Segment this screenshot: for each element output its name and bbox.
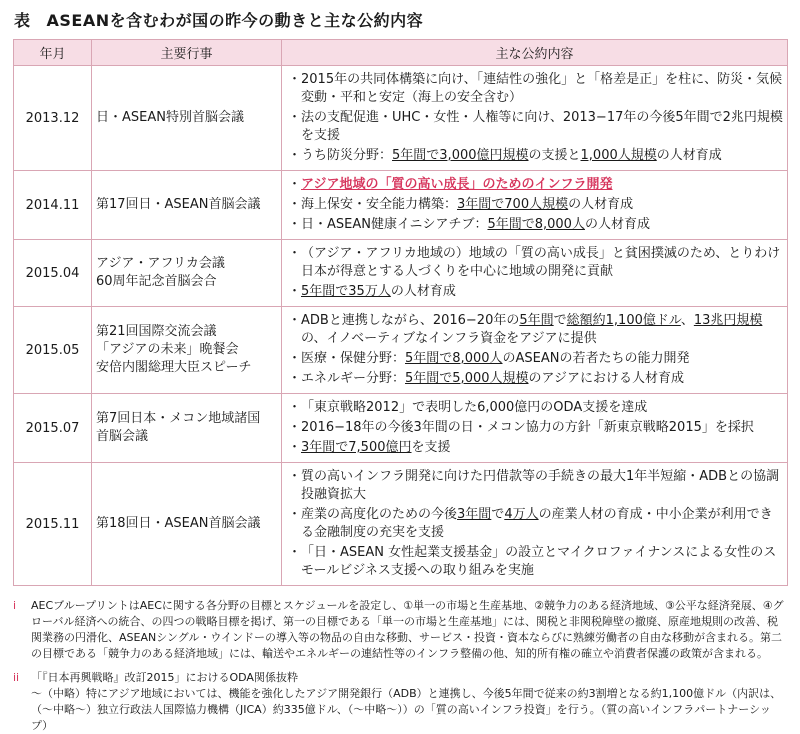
event-line: アジア・アフリカ会議 [96,256,225,271]
footnote-text: 〜（中略）特にアジア地域においては、機能を強化したアジア開発銀行（ADB）と連携し、今後5年間で従来の約3割増となる約1,100億ドル（内訳は、（〜中略〜）独立行政法人国際協力機構（JICA）約335億ドル、（〜中略〜））の「質の高いインフラ投資」を行う。（質の高いインフラパートナーシップ） [31,687,782,732]
underlined-text: 4万人 [504,507,539,522]
item-text: うち防災分野： [301,148,393,163]
table-row [14,307,788,394]
commitment-item [288,370,783,388]
row-year: 2015.04 [14,240,92,307]
table-label: 表 [14,11,31,30]
row-event [92,394,282,463]
commitment-item [288,544,783,580]
commitment-item [288,350,783,368]
table-body [14,66,788,586]
commitment-item [288,216,783,234]
item-text: 2016−18年の今後3年間の日・メコン協力の方針「新東京戦略2015」を採択 [301,420,754,435]
underlined-text: 5年間で8,000人 [405,351,503,366]
event-line: 60周年記念首脳会合 [96,274,217,289]
table-row [14,394,788,463]
page-title [14,8,423,31]
item-text: 医療・保健分野： [301,351,406,366]
item-text: で [553,313,567,328]
row-year: 2015.05 [14,307,92,394]
footnote-mark: ii [13,671,20,684]
commitment-item [288,176,783,194]
underlined-text: 5年間で3,000億円規模 [392,148,529,163]
table-row [14,463,788,586]
event-line: 安倍内閣総理大臣スピーチ [96,360,252,375]
commitment-item [288,245,783,281]
table-row [14,171,788,240]
row-event [92,66,282,171]
item-text: エネルギー分野： [301,371,406,386]
underlined-text: 総額約1,100億ドル [566,313,681,328]
header-year: 年月 [14,40,92,66]
commitment-item [288,109,783,145]
item-text: の産業人材の育成・中小企業が利用できる金融制度の充実を支援 [301,507,773,540]
highlight-text: アジア地域の「質の高い成長」のためのインフラ開発 [301,177,613,192]
row-commitments [282,171,788,240]
underlined-text: 13兆円規模 [693,313,763,328]
footnote-mark: i [13,599,17,612]
item-text: 法の支配促進・UHC・女性・人権等に向け、2013−17年の今後5年間で2兆円規模を支援 [301,110,783,143]
underlined-text: 3年間 [457,507,492,522]
item-text: の人材育成 [568,197,634,212]
footnote-2 [13,670,787,734]
event-line: 第17回日・ASEAN首脳会議 [96,197,261,212]
commitment-item [288,468,783,504]
underlined-text: 5年間で8,000人 [487,217,585,232]
item-text: の、イノベーティブなインフラ資金をアジアに提供 [301,331,597,346]
footnote-text: AECブループリントはAECに関する各分野の目標とスケジュールを設定し、①単一の市場と生産基地、②競争力のある経済地域、③公平な経済発展、④グローバル経済への統合、の四つの戦略目標を掲げ、第一の目標である「単一の市場と生産基地」には、関税と非関税障壁の撤廃、原産地規則の改善、税関業務の円滑化、ASEANシングル・ウインドーの導入等の物品の自由な移動、サービス・投資・資本ならびに熟練労働者の自由な移動が含まれる。第二の目標である「競争力のある経済地域」には、輸送やエネルギーの連結性等のインフラ整備の他、知的所有権の確立や消費者保護の政策が含まれる。 [31,599,784,660]
commitment-item [288,399,783,417]
row-event [92,307,282,394]
row-commitments [282,394,788,463]
underlined-text: 5年間で5,000人規模 [405,371,529,386]
event-line: 日・ASEAN特別首脳会議 [96,110,244,125]
item-text: 日・ASEAN健康イニシアチブ： [301,217,488,232]
item-text: 「東京戦略2012」で表明した6,000億円のODA支援を達成 [301,400,648,415]
item-text: 海上保安・安全能力構築： [301,197,458,212]
item-text: ADBと連携しながら、2016−20年の [301,313,520,328]
event-line: 第21回国際交流会議 [96,324,217,339]
item-text: の人材育成 [656,148,722,163]
item-text: 、 [680,313,694,328]
row-event [92,240,282,307]
item-text: 質の高いインフラ開発に向けた円借款等の手続きの最大1年半短縮・ADBとの協調投融資拡大 [301,469,780,502]
header-row [14,40,788,66]
item-text: のアジアにおける人材育成 [528,371,684,386]
row-year: 2015.11 [14,463,92,586]
item-text: 2015年の共同体構築に向け、「連結性の強化」と「格差是正」を柱に、防災・気候変動・平和と安定（海上の安全含む） [301,72,783,105]
item-text: 産業の高度化のための今後 [301,507,458,522]
item-text: の人材育成 [390,284,456,299]
header-content: 主な公約内容 [282,40,788,66]
header-event: 主要行事 [92,40,282,66]
event-line: 首脳会議 [96,429,149,444]
table-row [14,240,788,307]
commitments-table [13,39,788,586]
item-text: で [491,507,505,522]
commitment-item [288,439,783,457]
commitment-item [288,506,783,542]
underlined-text: 3年間で700人規模 [457,197,569,212]
commitment-item [288,312,783,348]
table-title: ASEANを含むわが国の昨今の動きと主な公約内容 [46,11,424,30]
table-row [14,66,788,171]
row-commitments [282,463,788,586]
item-text: の支援と [528,148,581,163]
row-commitments [282,307,788,394]
row-year: 2013.12 [14,66,92,171]
underlined-text: 3年間で7,500億円 [301,440,412,455]
item-text: のASEANの若者たちの能力開発 [502,351,690,366]
underlined-text: 5年間 [519,313,554,328]
row-commitments [282,240,788,307]
row-event [92,463,282,586]
row-year: 2014.11 [14,171,92,240]
commitment-item [288,147,783,165]
underlined-text: 1,000人規模 [580,148,657,163]
item-text: 「日・ASEAN 女性起業支援基金」の設立とマイクロファイナンスによる女性のスモールビジネス支援への取り組みを実施 [301,545,777,578]
footnote-heading: 「『日本再興戦略』改訂2015」におけるODA関係抜粋 [31,671,298,684]
footnotes [13,598,787,734]
commitment-item [288,419,783,437]
item-text: （アジア・アフリカ地域の）地域の「質の高い成長」と貧困撲滅のため、とりわけ日本が得意とする人づくりを中心に地域の開発に貢献 [301,246,781,279]
row-commitments [282,66,788,171]
item-text: を支援 [411,440,451,455]
commitment-item [288,196,783,214]
row-year: 2015.07 [14,394,92,463]
footnote-1 [13,598,787,662]
commitment-item [288,71,783,107]
underlined-text: 5年間で35万人 [301,284,391,299]
event-line: 第18回日・ASEAN首脳会議 [96,516,261,531]
commitment-item [288,283,783,301]
row-event [92,171,282,240]
event-line: 「アジアの未来」晩餐会 [96,342,239,357]
event-line: 第7回日本・メコン地域諸国 [96,411,261,426]
item-text: の人材育成 [584,217,650,232]
